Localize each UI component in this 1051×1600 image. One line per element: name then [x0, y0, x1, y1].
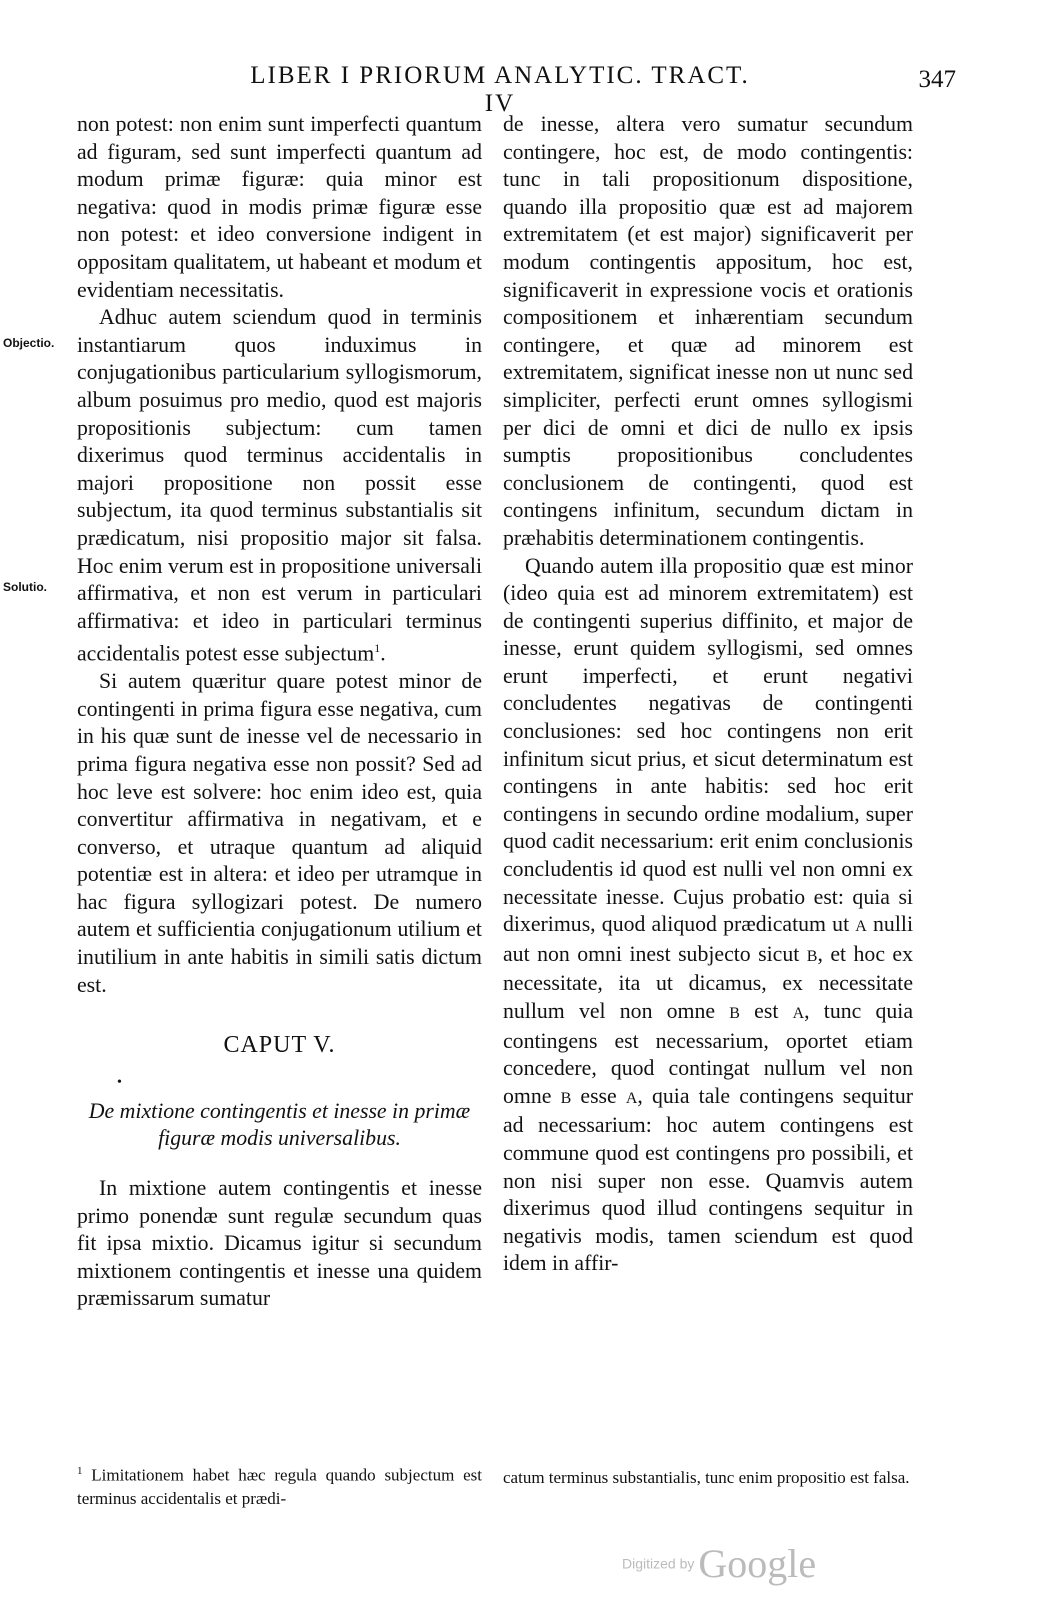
chapter-title: CAPUT V.: [223, 1032, 336, 1059]
letter-b: B: [729, 1005, 740, 1022]
paragraph-text: esse: [580, 1083, 617, 1108]
margin-note-solutio: Solutio.: [3, 580, 47, 594]
footnote-left: [77, 1460, 482, 1510]
watermark-prefix: Digitized by: [622, 1555, 695, 1572]
paragraph-text: Adhuc autem sciendum quod in terminis instantiarum quos induximus in conjugationibus particularium syllogismorum, album posuimus pro medio, quod est majoris propositionis subjectum: cum tamen dixerimus quod terminus accidentalis in majori propositione non possit esse subjectum, ita quod terminus substantialis sit prædicatum, nisi propositio major sit falsa. Hoc enim verum est in propositione universali affirmativa, et non est verum in particulari affirmativa: et ideo in particulari terminus accidentalis potest esse subjectum: [77, 305, 482, 666]
letter-b: B: [560, 1089, 572, 1107]
paragraph: de inesse, altera vero sumatur secundum contingere, hoc est, de modo contingentis: tunc in tali propositionum dispositione, quando illa propositio quæ est ad majorem extremitatem (et est major) significaverit per modum contingentis appositum, hoc est, significaverit in expressione vocis et orationis compositionem et inhærentiam secundum contingere, et quæ ad minorem est extremitatem, significat inesse non ut nunc sed simpliciter, perfecti erunt omnes syllogismi per dici de omni et dici de nullo ex ipsis sumptis propositionibus concludentes conclusionem de contingenti, quod est contingens infinitum, secundum dictam in præhabitis determinationem contingentis.: [503, 112, 913, 550]
google-logo: Google: [698, 1541, 817, 1586]
paragraph: In mixtione autem contingentis et inesse primo ponendæ sunt regulæ secundum quas fit ipsa mixtio. Dicamus igitur si secundum mixtionem contingentis et inesse una quidem præmissarum sumatur: [77, 1176, 482, 1311]
paragraph: Si autem quæritur quare potest minor de contingenti in prima figura esse negativa, cum in his quæ sunt de inesse vel de necessario in prima figura negativa esse non possit? Sed ad hoc leve est solvere: hoc enim ideo est, quia convertitur affirmativa in negativam, et e converso, et utraque quantum ad aliquid potentiæ est in altera: et ideo per utramque in hac figura syllogizari potest. De numero autem et sufficientia conjugationum utilium et inutilium in ante habitis in simili satis dictum est.: [77, 669, 482, 997]
left-column: [77, 111, 482, 1313]
footnote-right: catum terminus substantialis, tunc enim propositio est falsa.: [503, 1468, 910, 1487]
paragraph-text: , tunc quia contingens est necessarium, oportet etiam concedere, quod contingat nullum vel non omne: [503, 999, 914, 1108]
paragraph-end: .: [380, 641, 386, 666]
letter-a: A: [792, 1005, 805, 1022]
paragraph-text: est: [754, 999, 779, 1023]
letter-b: B: [806, 947, 818, 965]
letter-a: A: [855, 918, 867, 936]
page-number: 347: [918, 66, 956, 93]
footnote-text: Limitationem habet hæc regula quando subjectum est terminus accidentalis et prædi-: [77, 1465, 482, 1508]
paragraph: [503, 553, 913, 1278]
paragraph-text: , quia tale contingens sequitur ad necessarium: hoc autem contingens est commune quod est contingens pro possibili, et non nisi super non esse. Quamvis autem dixerimus quod illud contingens sequitur in negativis modis, tamen sciendum est quod idem in affir-: [503, 1083, 914, 1276]
paragraph-text: nulli aut non omni inest subjecto sicut: [503, 912, 913, 966]
footnote-marker: 1: [77, 1465, 83, 1477]
margin-note-objectio: Objectio.: [3, 336, 55, 350]
running-title: LIBER I PRIORUM ANALYTIC. TRACT. IV: [250, 62, 750, 117]
letter-a: A: [625, 1089, 638, 1107]
paragraph-text: , et hoc ex necessitate, ita ut dicamus, ex necessitate nullum vel non omne: [503, 941, 914, 1023]
footnote-ref: 1: [374, 641, 381, 656]
paragraph: non potest: non enim sunt imperfecti quantum ad figuram, sed sunt imperfecti quantum ad modum primæ figuræ: quia minor est negativa: quod in modis primæ figuræ esse non potest: et ideo conversione indigent in oppositam qualitatem, ut habeant et modum et evidentiam necessitatis.: [77, 112, 482, 302]
right-column: [503, 111, 913, 1278]
ornament-dot: •: [117, 1074, 122, 1090]
digitized-watermark: [622, 1540, 816, 1587]
paragraph: [77, 304, 482, 668]
chapter-subtitle: De mixtione contingentis et inesse in primæ figuræ modis universalibus.: [88, 1098, 471, 1151]
paragraph-text: Quando autem illa propositio quæ est minor (ideo quia est ad minorem extremitatem) est de contingenti superius diffinito, et major de inesse, erunt quidem syllogismi, sed omnes erunt imperfecti, et erunt negativi concludentes negativas de contingenti conclusiones: sed hoc contingens non erit infinitum sicut prius, et sicut determinatum est contingens in ante habitis: sed hoc erit contingens in secundo ordine modalium, super quod cadit necessarium: erit enim conclusionis concludentis id quod est nulli vel non omni ex necessitate inesse. Cujus probatio est: quia si dixerimus, quod aliquod prædicatum ut: [503, 553, 913, 937]
